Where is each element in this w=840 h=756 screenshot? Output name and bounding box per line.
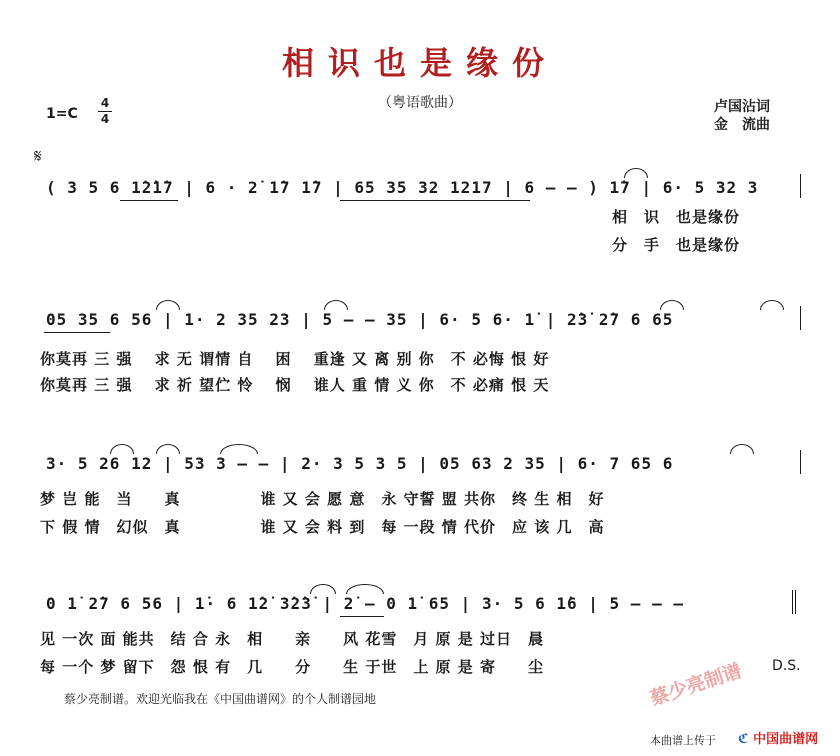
site-logo-icon: ℭ xyxy=(738,732,749,747)
score-row-1 xyxy=(40,168,802,210)
lyric-line-1: 你莫再 三 强 求 无 谓情 自 困 重逢 又 离 别 你 不 必悔 恨 好 xyxy=(40,350,550,368)
time-signature-top: 4 xyxy=(100,96,110,110)
segno-icon: 𝄋 xyxy=(34,146,42,167)
notation-line: 05 35 6 56 | 1· 2 35 23 | 5 – – 35 | 6· 5 6· 1̇ | 2̇3̇ 2̇7 6 65 xyxy=(46,310,674,329)
slur-mark xyxy=(310,584,336,594)
arranger-note: 蔡少亮制谱。欢迎光临我在《中国曲谱网》的个人制谱园地 xyxy=(64,692,377,706)
composer-credit: 金 流曲 xyxy=(714,117,770,133)
slur-mark xyxy=(156,444,180,454)
lyric-line-2: 分 手 也是缘份 xyxy=(612,236,741,254)
lyricist-credit: 卢国沾词 xyxy=(714,99,770,115)
time-signature-bottom: 4 xyxy=(100,112,110,126)
notation-line: 3· 5 26 12 | 53 3 – – | 2· 3 5 3 5 | 05 63 2 35 | 6· 7 65 6 xyxy=(46,454,674,473)
slur-mark xyxy=(760,300,784,310)
slur-mark xyxy=(624,168,648,178)
arranger-watermark: 蔡少亮制谱 xyxy=(647,659,745,711)
lyric-line-1: 见 一次 面 能共 结 合 永 相 亲 风 花雪 月 原 是 过日 晨 xyxy=(40,630,545,648)
beam-underline xyxy=(340,200,530,201)
score-row-3 xyxy=(40,444,802,486)
final-barline xyxy=(792,590,800,614)
beam-underline xyxy=(340,616,384,617)
key-signature: 1=C xyxy=(46,106,78,122)
time-signature xyxy=(98,97,112,126)
barline xyxy=(800,174,801,198)
slur-mark xyxy=(660,300,684,310)
lyric-line-2: 下 假 情 幻似 真 谁 又 会 料 到 每 一段 情 代价 应 该 几 高 xyxy=(40,518,605,536)
slur-mark xyxy=(324,300,348,310)
lyric-line-1: 梦 岂 能 当 真 谁 又 会 愿 意 永 守誓 盟 共你 终 生 相 好 xyxy=(40,490,605,508)
barline xyxy=(800,450,801,474)
slur-mark xyxy=(156,300,180,310)
score-row-2 xyxy=(40,300,802,342)
song-subtitle: （粤语歌曲） xyxy=(378,95,462,111)
lyric-line-2: 每 一个 梦 留下 怨 恨 有 几 分 生 于世 上 原 是 寄 尘 xyxy=(40,658,545,676)
lyric-line-1: 相 识 也是缘份 xyxy=(612,208,741,226)
site-logo[interactable] xyxy=(738,728,818,747)
barline xyxy=(800,306,801,330)
site-logo-text: 中国曲谱网 xyxy=(753,732,819,747)
upload-label: 本曲谱上传于 xyxy=(650,734,716,747)
slur-mark xyxy=(220,444,258,454)
beam-underline xyxy=(44,332,110,333)
score-row-4 xyxy=(40,584,802,626)
dal-segno-mark: D.S. xyxy=(772,658,801,674)
notation-line: 0 1̇ 2̇7 6 56 | 1̇· 6 1̇2̇ 3̇2̇3̇ | 2̇ – 0 1̇ 65 | 3· 5 6 1̇6 | 5 – – – xyxy=(46,594,684,613)
notation-line: ( 3 5 6 1̇2̇1̇7 | 6 · 2̇ 1̇7 1̇7 | 65 35 32 1217 | 6 – – ) 1̇7 | 6· 5 32 3 xyxy=(46,178,759,197)
beam-underline xyxy=(120,200,178,201)
slur-mark xyxy=(730,444,754,454)
slur-mark xyxy=(110,444,134,454)
lyric-line-2: 你莫再 三 强 求 祈 望伫 怜 悯 谁人 重 情 义 你 不 必痛 恨 天 xyxy=(40,376,550,394)
slur-mark xyxy=(346,584,384,594)
page-title: 相识也是缘份 xyxy=(281,44,558,82)
